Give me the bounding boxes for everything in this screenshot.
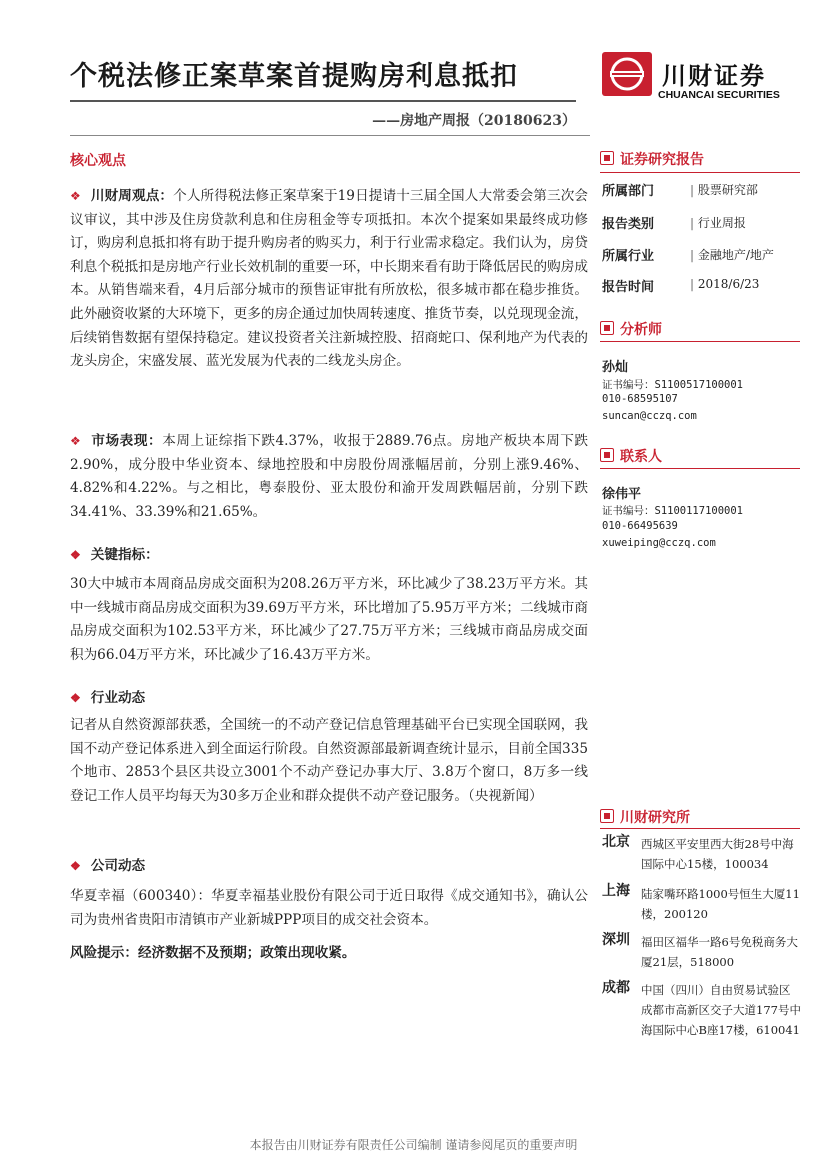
- analyst-heading: 分析师: [600, 319, 662, 339]
- info-label-department: 所属部门: [602, 184, 655, 199]
- company-text: 华夏幸福（600340）：华夏幸福基业股份有限公司于近日取得《成交通知书》，确认公司为贵州省贵阳市清镇市产业新城PPP项目的成交社会资本。: [70, 888, 588, 928]
- sidebar-rule: [600, 172, 800, 173]
- contact-phone: 010-66495639: [602, 520, 678, 532]
- industry-text: 记者从自然资源部获悉，全国统一的不动产登记信息管理基础平台已实现全国联网，我国不动产登记体系进入到全面运行阶段。自然资源部最新调查统计显示，目前全国335个地市、2853个县区共设立3001个不动产登记办事大厅、3.8万个窗口，8万多一线登记工作人员平均每天为30多万企业和群众提供不动产登记服务。（央视新闻）: [70, 717, 588, 804]
- analyst-phone: 010-68595107: [602, 393, 678, 405]
- info-value-department: | 股票研究部: [690, 181, 758, 198]
- weekly-view-label: 川财周观点：: [90, 188, 174, 204]
- footer-disclaimer: 本报告由川财证券有限责任公司编制 谨请参阅尾页的重要声明: [249, 1138, 578, 1152]
- report-subtitle: ——房地产周报（20180623）: [372, 113, 576, 129]
- square-bullet-icon: [600, 151, 614, 165]
- info-value-date: | 2018/6/23: [690, 277, 759, 291]
- analyst-cert: 证书编号：S1100517100001: [602, 379, 744, 391]
- contact-email[interactable]: xuweiping@cczq.com: [602, 537, 716, 549]
- square-bullet-icon: [600, 809, 614, 823]
- report-type-heading: 证券研究报告: [600, 149, 704, 169]
- market-text: 本周上证综指下跌4.37%，收报于2889.76点。房地产板块本周下跌2.90%，成分股中华业资本、绿地控股和中房股份周涨幅居前，分别上涨9.46%、4.82%和4.22%。与之相比，粤泰股份、亚太股份和渝开发周跌幅居前，分别下跌34.41%、33.39%和21.65%。: [70, 433, 589, 520]
- sidebar-rule: [600, 341, 800, 342]
- weekly-view-text: 个人所得税法修正案草案于19日提请十三届全国人大常委会第三次会议审议，其中涉及住房贷款利息和住房租金等专项抵扣。本次个提案如果最终成功修订，购房利息抵扣将有助于提升购房者的购买力，利于行业需求稳定。我们认为，房贷利息个税抵扣是房地产行业长效机制的重要一环，中长期来看有助于降低居民的购房成本。从销售端来看，4月后部分城市的预售证审批有所放松，很多城市都在稳步推货。此外融资收紧的大环境下，更多的房企通过加快周转速度、推货节奏，以兑现现金流，后续销售数据有望保持稳定。建议投资者关注新城控股、招商蛇口、保利地产为代表的龙头房企，宋盛发展、蓝光发展为代表的二线龙头房企。: [70, 188, 589, 370]
- contact-heading: 联系人: [600, 446, 662, 466]
- brand-name-en: CHUANCAI SECURITIES: [658, 89, 780, 101]
- brand-name: 川财证券: [662, 62, 766, 90]
- office-city-chengdu: 成都: [602, 980, 630, 996]
- office-address-chengdu: 中国（四川）自由贸易试验区成都市高新区交子大道177号中海国际中心B座17楼，610041: [641, 983, 801, 1037]
- info-label-industry: 所属行业: [602, 249, 655, 264]
- analyst-email[interactable]: suncan@cczq.com: [602, 410, 697, 422]
- info-label-date: 报告时间: [602, 280, 655, 295]
- sidebar-rule: [600, 468, 800, 469]
- diamond-bullet-icon: ❖: [70, 548, 81, 562]
- subtitle-rule: [70, 135, 590, 136]
- square-bullet-icon: [600, 321, 614, 335]
- title-rule: [70, 100, 576, 102]
- contact-name: 徐伟平: [602, 487, 642, 502]
- diamond-bullet-icon: ❖: [70, 691, 81, 705]
- company-heading: ❖ 公司动态: [70, 858, 146, 874]
- market-label: 市场表现：: [91, 433, 163, 449]
- office-city-beijing: 北京: [602, 834, 630, 850]
- market-paragraph: [70, 430, 588, 524]
- core-view-heading: 核心观点: [70, 153, 126, 169]
- report-title: 个税法修正案草案首提购房利息抵扣: [70, 61, 518, 92]
- office-city-shenzhen: 深圳: [602, 932, 630, 948]
- office-address-shenzhen: 福田区福华一路6号免税商务大厦21层，518000: [641, 935, 798, 969]
- indicators-text: 30大中城市本周商品房成交面积为208.26万平方米，环比减少了38.23万平方米。其中一线城市商品房成交面积为39.69万平方米，环比增加了5.95万平方米；二线城市商品房成交面积为102.53平方米，环比减少了27.75万平方米；三线城市商品房成交面积为66.04万平方米，环比减少了16.43万平方米。: [70, 576, 588, 663]
- diamond-bullet-icon: ❖: [70, 189, 81, 203]
- weekly-view-paragraph: [70, 185, 588, 374]
- square-bullet-icon: [600, 448, 614, 462]
- diamond-bullet-icon: ❖: [70, 434, 82, 448]
- indicators-heading: ❖ 关键指标：: [70, 547, 159, 563]
- info-value-industry: | 金融地产/地产: [690, 246, 774, 263]
- diamond-bullet-icon: ❖: [70, 859, 81, 873]
- office-address-beijing: 西城区平安里西大街28号中海国际中心15楼，100034: [641, 837, 794, 871]
- risk-warning: 风险提示：经济数据不及预期；政策出现收紧。: [70, 945, 356, 961]
- office-city-shanghai: 上海: [602, 883, 630, 899]
- info-label-category: 报告类别: [602, 217, 655, 232]
- office-address-shanghai: 陆家嘴环路1000号恒生大厦11楼，200120: [641, 887, 800, 921]
- sidebar-rule: [600, 828, 800, 829]
- info-value-category: | 行业周报: [690, 214, 746, 231]
- institute-heading: 川财研究所: [600, 807, 690, 827]
- analyst-name: 孙灿: [602, 360, 629, 375]
- industry-heading: ❖ 行业动态: [70, 690, 146, 706]
- brand-logo-icon: [602, 52, 652, 96]
- contact-cert: 证书编号：S1100117100001: [602, 505, 744, 517]
